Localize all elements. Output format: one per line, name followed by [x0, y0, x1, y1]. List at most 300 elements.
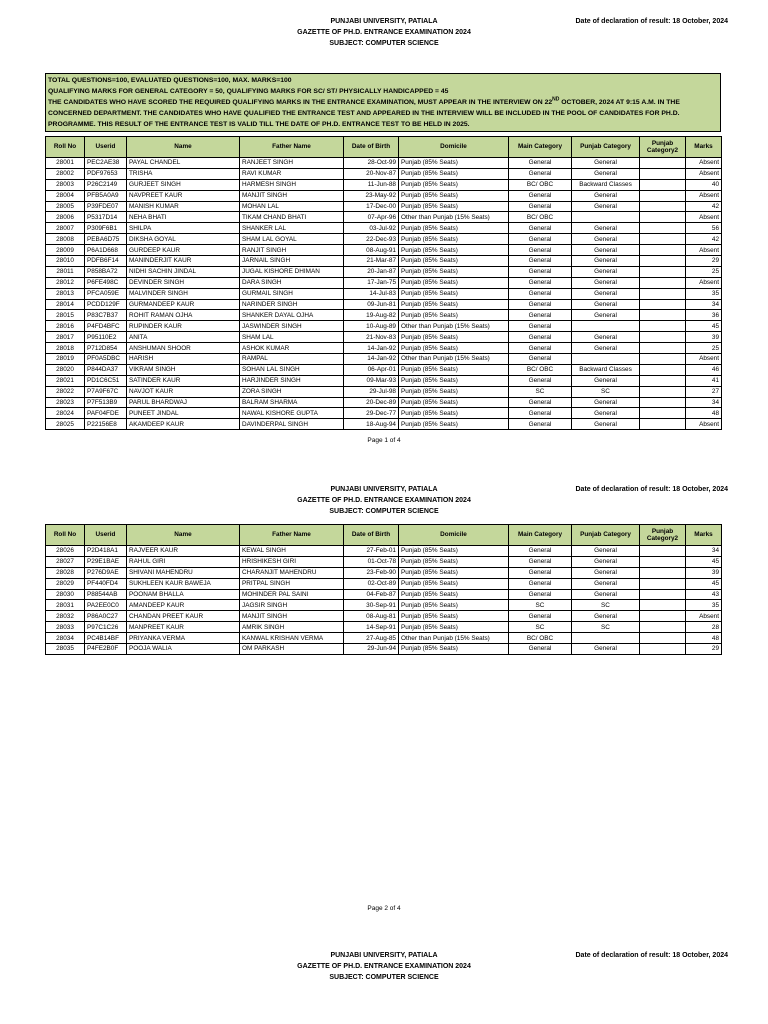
cell-name: ROHIT RAMAN OJHA [127, 310, 240, 321]
cell-father-name: DARA SINGH [240, 277, 344, 288]
cell-punjab-category2 [640, 589, 686, 600]
cell-roll-no: 28030 [46, 589, 85, 600]
cell-main-category: General [509, 332, 572, 343]
cell-main-category: General [509, 168, 572, 179]
cell-main-category: General [509, 223, 572, 234]
cell-marks: Absent [686, 168, 722, 179]
cell-roll-no: 28021 [46, 375, 85, 386]
cell-marks: 34 [686, 397, 722, 408]
col-header-main-category: Main Category [509, 137, 572, 158]
col-header-father-name: Father Name [240, 525, 344, 546]
cell-father-name: KANWAL KRISHAN VERMA [240, 633, 344, 644]
cell-marks: Absent [686, 277, 722, 288]
col-header-domicile: Domicile [399, 525, 509, 546]
cell-marks: 42 [686, 201, 722, 212]
cell-main-category: General [509, 589, 572, 600]
table-row [46, 212, 722, 223]
cell-punjab-category: General [572, 201, 640, 212]
cell-roll-no: 28002 [46, 168, 85, 179]
cell-father-name: HARMESH SINGH [240, 179, 344, 190]
cell-punjab-category2 [640, 223, 686, 234]
declaration-date: Date of declaration of result: 18 October, 2024 [575, 952, 728, 959]
cell-marks: 35 [686, 288, 722, 299]
cell-marks: 56 [686, 223, 722, 234]
cell-father-name: SHAM LAL [240, 332, 344, 343]
cell-date-of-birth: 09-Jun-81 [344, 299, 399, 310]
cell-father-name: JASWINDER SINGH [240, 321, 344, 332]
table-row [46, 168, 722, 179]
cell-name: MANPREET KAUR [127, 622, 240, 633]
cell-marks: Absent [686, 245, 722, 256]
cell-main-category: SC [509, 600, 572, 611]
cell-roll-no: 28018 [46, 343, 85, 354]
cell-punjab-category2 [640, 288, 686, 299]
cell-marks: 29 [686, 644, 722, 655]
cell-date-of-birth: 28-Oct-99 [344, 158, 399, 169]
cell-date-of-birth: 02-Oct-89 [344, 578, 399, 589]
cell-marks: 35 [686, 600, 722, 611]
cell-main-category: BC/ OBC [509, 633, 572, 644]
cell-punjab-category [572, 354, 640, 365]
cell-main-category: BC/ OBC [509, 364, 572, 375]
cell-date-of-birth: 21-Nov-83 [344, 332, 399, 343]
cell-roll-no: 28007 [46, 223, 85, 234]
cell-name: PAYAL CHANDEL [127, 158, 240, 169]
cell-roll-no: 28015 [46, 310, 85, 321]
cell-marks: 45 [686, 321, 722, 332]
cell-domicile: Other than Punjab (15% Seats) [399, 633, 509, 644]
cell-punjab-category2 [640, 622, 686, 633]
cell-roll-no: 28011 [46, 266, 85, 277]
cell-father-name: JAGSIR SINGH [240, 600, 344, 611]
cell-name: MANISH KUMAR [127, 201, 240, 212]
cell-date-of-birth: 20-Nov-87 [344, 168, 399, 179]
cell-marks: 25 [686, 343, 722, 354]
cell-father-name: RANJIT SINGH [240, 245, 344, 256]
col-header-date-of-birth: Date of Birth [344, 137, 399, 158]
cell-punjab-category: General [572, 611, 640, 622]
cell-domicile: Punjab (85% Seats) [399, 375, 509, 386]
cell-punjab-category2 [640, 299, 686, 310]
cell-punjab-category2 [640, 310, 686, 321]
table-row [46, 375, 722, 386]
cell-date-of-birth: 19-Aug-82 [344, 310, 399, 321]
cell-roll-no: 28006 [46, 212, 85, 223]
cell-date-of-birth: 20-Dec-89 [344, 397, 399, 408]
cell-name: NAVPREET KAUR [127, 190, 240, 201]
cell-punjab-category2 [640, 168, 686, 179]
cell-roll-no: 28008 [46, 234, 85, 245]
cell-userid: P309F6B1 [85, 223, 127, 234]
declaration-date: Date of declaration of result: 18 October, 2024 [575, 18, 728, 25]
cell-punjab-category: General [572, 266, 640, 277]
cell-punjab-category2 [640, 332, 686, 343]
cell-punjab-category: General [572, 419, 640, 430]
col-header-marks: Marks [686, 137, 722, 158]
table-row [46, 277, 722, 288]
cell-date-of-birth: 10-Aug-89 [344, 321, 399, 332]
cell-domicile: Punjab (85% Seats) [399, 397, 509, 408]
cell-userid: P95110E2 [85, 332, 127, 343]
cell-punjab-category: General [572, 256, 640, 267]
cell-date-of-birth: 23-May-92 [344, 190, 399, 201]
cell-name: PRIYANKA VERMA [127, 633, 240, 644]
cell-main-category: General [509, 567, 572, 578]
gazette-title: GAZETTE OF PH.D. ENTRANCE EXAMINATION 2024 [297, 497, 471, 504]
col-header-domicile: Domicile [399, 137, 509, 158]
notice-line-3: THE CANDIDATES WHO HAVE SCORED THE REQUIRED QUALIFYING MARKS IN THE ENTRANCE EXAMINATION, MUST APPEAR IN THE INTERVIEW ON 22ND OCTOBER, 2024 AT 9:15 A.M. IN THE CONCERNED DEPARTMENT. THE CANDIDATES WHO HAVE QUALIFIED THE ENTRANCE TEST AND APPEARED IN THE INTERVIEW WILL BE INCLUDED IN THE POOL OF CANDIDATES FOR PH.D. PROGRAMME. THIS RESULT OF THE ENTRANCE TEST IS VALID TILL THE DATE OF PH.D. ENTRANCE TEST TO BE HELD IN 2025. [48, 96, 680, 128]
cell-roll-no: 28035 [46, 644, 85, 655]
col-header-userid: Userid [85, 525, 127, 546]
table-row [46, 364, 722, 375]
page-1 [0, 16, 768, 444]
cell-punjab-category2 [640, 386, 686, 397]
cell-domicile: Punjab (85% Seats) [399, 158, 509, 169]
table-row [46, 234, 722, 245]
cell-punjab-category: SC [572, 386, 640, 397]
cell-date-of-birth: 27-Aug-85 [344, 633, 399, 644]
cell-domicile: Punjab (85% Seats) [399, 179, 509, 190]
cell-main-category: General [509, 556, 572, 567]
cell-date-of-birth: 01-Oct-78 [344, 556, 399, 567]
cell-punjab-category: General [572, 644, 640, 655]
cell-domicile: Punjab (85% Seats) [399, 644, 509, 655]
cell-punjab-category: General [572, 589, 640, 600]
cell-punjab-category: Backward Classes [572, 364, 640, 375]
cell-punjab-category2 [640, 419, 686, 430]
cell-marks: 34 [686, 299, 722, 310]
cell-marks: 45 [686, 578, 722, 589]
cell-marks: 46 [686, 364, 722, 375]
cell-main-category: BC/ OBC [509, 179, 572, 190]
col-header-name: Name [127, 137, 240, 158]
cell-domicile: Punjab (85% Seats) [399, 386, 509, 397]
col-header-roll-no: Roll No [46, 137, 85, 158]
cell-punjab-category: General [572, 288, 640, 299]
cell-userid: PD1C6C51 [85, 375, 127, 386]
cell-main-category: General [509, 397, 572, 408]
col-header-userid: Userid [85, 137, 127, 158]
cell-userid: P97C1C26 [85, 622, 127, 633]
cell-userid: PC4B14BF [85, 633, 127, 644]
cell-father-name: HRISHIKESH GIRI [240, 556, 344, 567]
cell-domicile: Punjab (85% Seats) [399, 201, 509, 212]
table-row [46, 622, 722, 633]
cell-name: AKAMDEEP KAUR [127, 419, 240, 430]
cell-punjab-category2 [640, 556, 686, 567]
cell-date-of-birth: 08-Aug-81 [344, 611, 399, 622]
cell-main-category: General [509, 201, 572, 212]
cell-punjab-category: General [572, 223, 640, 234]
cell-punjab-category2 [640, 201, 686, 212]
cell-marks: 27 [686, 386, 722, 397]
cell-punjab-category2 [640, 567, 686, 578]
university-name: PUNJABI UNIVERSITY, PATIALA [330, 18, 438, 25]
cell-name: NIDHI SACHIN JINDAL [127, 266, 240, 277]
cell-userid: P39FDE07 [85, 201, 127, 212]
cell-marks: Absent [686, 611, 722, 622]
cell-punjab-category: General [572, 567, 640, 578]
cell-roll-no: 28033 [46, 622, 85, 633]
cell-userid: PFCA059E [85, 288, 127, 299]
gazette-title: GAZETTE OF PH.D. ENTRANCE EXAMINATION 2024 [297, 963, 471, 970]
cell-father-name: RAMPAL [240, 354, 344, 365]
table-row [46, 158, 722, 169]
cell-domicile: Punjab (85% Seats) [399, 234, 509, 245]
cell-father-name: GURMAIL SINGH [240, 288, 344, 299]
cell-domicile: Punjab (85% Seats) [399, 332, 509, 343]
exam-notice [45, 73, 721, 132]
cell-marks: 39 [686, 567, 722, 578]
cell-date-of-birth: 14-Jan-92 [344, 343, 399, 354]
cell-userid: P2D418A1 [85, 546, 127, 557]
cell-punjab-category2 [640, 578, 686, 589]
cell-userid: P88544AB [85, 589, 127, 600]
cell-marks: 28 [686, 622, 722, 633]
cell-marks: 29 [686, 256, 722, 267]
cell-roll-no: 28029 [46, 578, 85, 589]
cell-userid: P712D854 [85, 343, 127, 354]
cell-main-category: General [509, 321, 572, 332]
cell-userid: PEBA6D75 [85, 234, 127, 245]
cell-date-of-birth: 21-Mar-87 [344, 256, 399, 267]
table-row [46, 354, 722, 365]
cell-main-category: SC [509, 622, 572, 633]
cell-name: PARUL BHARDWAJ [127, 397, 240, 408]
col-header-date-of-birth: Date of Birth [344, 525, 399, 546]
notice-line-1: TOTAL QUESTIONS=100, EVALUATED QUESTIONS=100, MAX. MARKS=100 [48, 77, 292, 84]
cell-name: HARISH [127, 354, 240, 365]
cell-userid: PDFB6F14 [85, 256, 127, 267]
cell-date-of-birth: 20-Jan-87 [344, 266, 399, 277]
page-2 [0, 484, 768, 912]
cell-father-name: KEWAL SINGH [240, 546, 344, 557]
table-row [46, 611, 722, 622]
cell-punjab-category2 [640, 364, 686, 375]
cell-date-of-birth: 07-Apr-96 [344, 212, 399, 223]
cell-marks: 45 [686, 556, 722, 567]
cell-name: SHIVANI MAHENDRU [127, 567, 240, 578]
cell-domicile: Punjab (85% Seats) [399, 622, 509, 633]
cell-roll-no: 28022 [46, 386, 85, 397]
cell-punjab-category: General [572, 375, 640, 386]
cell-roll-no: 28005 [46, 201, 85, 212]
cell-domicile: Punjab (85% Seats) [399, 589, 509, 600]
cell-userid: PFB5A0A9 [85, 190, 127, 201]
cell-main-category: General [509, 343, 572, 354]
cell-marks: 36 [686, 310, 722, 321]
cell-domicile: Other than Punjab (15% Seats) [399, 354, 509, 365]
cell-userid: PDF97653 [85, 168, 127, 179]
cell-marks: 42 [686, 234, 722, 245]
table-row [46, 288, 722, 299]
cell-userid: P83C7B37 [85, 310, 127, 321]
cell-domicile: Punjab (85% Seats) [399, 578, 509, 589]
cell-domicile: Punjab (85% Seats) [399, 408, 509, 419]
cell-punjab-category: General [572, 234, 640, 245]
cell-main-category: General [509, 299, 572, 310]
cell-main-category: General [509, 578, 572, 589]
cell-name: MALVINDER SINGH [127, 288, 240, 299]
cell-userid: P22156E8 [85, 419, 127, 430]
cell-date-of-birth: 22-Dec-93 [344, 234, 399, 245]
cell-marks: 43 [686, 589, 722, 600]
cell-domicile: Punjab (85% Seats) [399, 556, 509, 567]
university-name: PUNJABI UNIVERSITY, PATIALA [330, 952, 438, 959]
subject-title: SUBJECT: COMPUTER SCIENCE [329, 508, 439, 515]
cell-father-name: RANJEET SINGH [240, 158, 344, 169]
cell-domicile: Punjab (85% Seats) [399, 567, 509, 578]
cell-date-of-birth: 27-Feb-01 [344, 546, 399, 557]
cell-father-name: MOHINDER PAL SAINI [240, 589, 344, 600]
cell-userid: P4FD4BFC [85, 321, 127, 332]
cell-father-name: OM PARKASH [240, 644, 344, 655]
cell-date-of-birth: 29-Dec-77 [344, 408, 399, 419]
cell-marks: Absent [686, 158, 722, 169]
cell-punjab-category: Backward Classes [572, 179, 640, 190]
cell-userid: PA2EE0C0 [85, 600, 127, 611]
cell-father-name: JUGAL KISHORE DHIMAN [240, 266, 344, 277]
table-row [46, 578, 722, 589]
cell-roll-no: 28034 [46, 633, 85, 644]
cell-name: ANSHUMAN SHOOR [127, 343, 240, 354]
col-header-main-category: Main Category [509, 525, 572, 546]
gazette-title: GAZETTE OF PH.D. ENTRANCE EXAMINATION 2024 [297, 29, 471, 36]
cell-main-category: General [509, 234, 572, 245]
cell-domicile: Other than Punjab (15% Seats) [399, 321, 509, 332]
cell-roll-no: 28017 [46, 332, 85, 343]
cell-father-name: JARNAIL SINGH [240, 256, 344, 267]
table-row [46, 332, 722, 343]
cell-name: ANITA [127, 332, 240, 343]
cell-punjab-category: General [572, 546, 640, 557]
subject-title: SUBJECT: COMPUTER SCIENCE [329, 40, 439, 47]
cell-domicile: Punjab (85% Seats) [399, 168, 509, 179]
cell-domicile: Punjab (85% Seats) [399, 245, 509, 256]
cell-name: GURJEET SINGH [127, 179, 240, 190]
table-row [46, 321, 722, 332]
cell-father-name: HARJINDER SINGH [240, 375, 344, 386]
cell-father-name: MANJIT SINGH [240, 190, 344, 201]
col-header-father-name: Father Name [240, 137, 344, 158]
table-row [46, 419, 722, 430]
cell-date-of-birth: 06-Apr-01 [344, 364, 399, 375]
table-row [46, 223, 722, 234]
cell-punjab-category: General [572, 158, 640, 169]
cell-date-of-birth: 08-Aug-91 [344, 245, 399, 256]
cell-name: NAVJOT KAUR [127, 386, 240, 397]
cell-main-category: General [509, 419, 572, 430]
cell-marks: Absent [686, 212, 722, 223]
table-row [46, 310, 722, 321]
cell-domicile: Punjab (85% Seats) [399, 343, 509, 354]
cell-domicile: Punjab (85% Seats) [399, 611, 509, 622]
cell-roll-no: 28023 [46, 397, 85, 408]
cell-punjab-category: SC [572, 600, 640, 611]
table-row [46, 245, 722, 256]
cell-father-name: ASHOK KUMAR [240, 343, 344, 354]
cell-punjab-category2 [640, 212, 686, 223]
table-row [46, 397, 722, 408]
table-row [46, 408, 722, 419]
cell-name: GURDEEP KAUR [127, 245, 240, 256]
university-name: PUNJABI UNIVERSITY, PATIALA [330, 486, 438, 493]
cell-father-name: SHAM LAL GOYAL [240, 234, 344, 245]
page-header [0, 16, 768, 56]
cell-main-category: BC/ OBC [509, 212, 572, 223]
cell-punjab-category2 [640, 277, 686, 288]
cell-father-name: TIKAM CHAND BHATI [240, 212, 344, 223]
cell-userid: P7A9F67C [85, 386, 127, 397]
cell-roll-no: 28031 [46, 600, 85, 611]
cell-main-category: General [509, 256, 572, 267]
results-table-page-1 [45, 136, 722, 430]
cell-userid: P86A0C27 [85, 611, 127, 622]
cell-userid: PEC2AE38 [85, 158, 127, 169]
page-number: Page 2 of 4 [367, 905, 401, 912]
cell-punjab-category2 [640, 546, 686, 557]
cell-name: DIKSHA GOYAL [127, 234, 240, 245]
cell-date-of-birth: 11-Jun-88 [344, 179, 399, 190]
cell-punjab-category: General [572, 190, 640, 201]
cell-date-of-birth: 04-Feb-87 [344, 589, 399, 600]
cell-punjab-category2 [640, 256, 686, 267]
cell-domicile: Punjab (85% Seats) [399, 277, 509, 288]
cell-punjab-category [572, 633, 640, 644]
cell-roll-no: 28012 [46, 277, 85, 288]
cell-punjab-category: General [572, 343, 640, 354]
cell-punjab-category2 [640, 397, 686, 408]
cell-userid: P29E1BAE [85, 556, 127, 567]
cell-marks: 34 [686, 546, 722, 557]
cell-date-of-birth: 14-Jan-92 [344, 354, 399, 365]
page-number: Page 1 of 4 [367, 437, 401, 444]
cell-main-category: General [509, 408, 572, 419]
cell-userid: P858BA72 [85, 266, 127, 277]
cell-main-category: General [509, 375, 572, 386]
cell-main-category: General [509, 158, 572, 169]
cell-punjab-category2 [640, 190, 686, 201]
cell-userid: PF440FD4 [85, 578, 127, 589]
cell-punjab-category: General [572, 332, 640, 343]
cell-punjab-category: General [572, 556, 640, 567]
col-header-marks: Marks [686, 525, 722, 546]
cell-domicile: Punjab (85% Seats) [399, 288, 509, 299]
cell-marks: 40 [686, 179, 722, 190]
table-row [46, 589, 722, 600]
cell-marks: 39 [686, 332, 722, 343]
cell-name: TRISHA [127, 168, 240, 179]
cell-punjab-category2 [640, 633, 686, 644]
table-header-row [46, 137, 722, 158]
cell-domicile: Other than Punjab (15% Seats) [399, 212, 509, 223]
cell-name: VIKRAM SINGH [127, 364, 240, 375]
cell-punjab-category2 [640, 354, 686, 365]
table-row [46, 201, 722, 212]
results-table-page-2 [45, 524, 722, 655]
cell-name: NEHA BHATI [127, 212, 240, 223]
table-row [46, 386, 722, 397]
cell-roll-no: 28009 [46, 245, 85, 256]
cell-main-category: General [509, 277, 572, 288]
cell-date-of-birth: 03-Jul-92 [344, 223, 399, 234]
cell-marks: 41 [686, 375, 722, 386]
cell-punjab-category: General [572, 277, 640, 288]
cell-userid: PF0A5DBC [85, 354, 127, 365]
cell-domicile: Punjab (85% Seats) [399, 266, 509, 277]
cell-punjab-category2 [640, 245, 686, 256]
cell-punjab-category: General [572, 397, 640, 408]
